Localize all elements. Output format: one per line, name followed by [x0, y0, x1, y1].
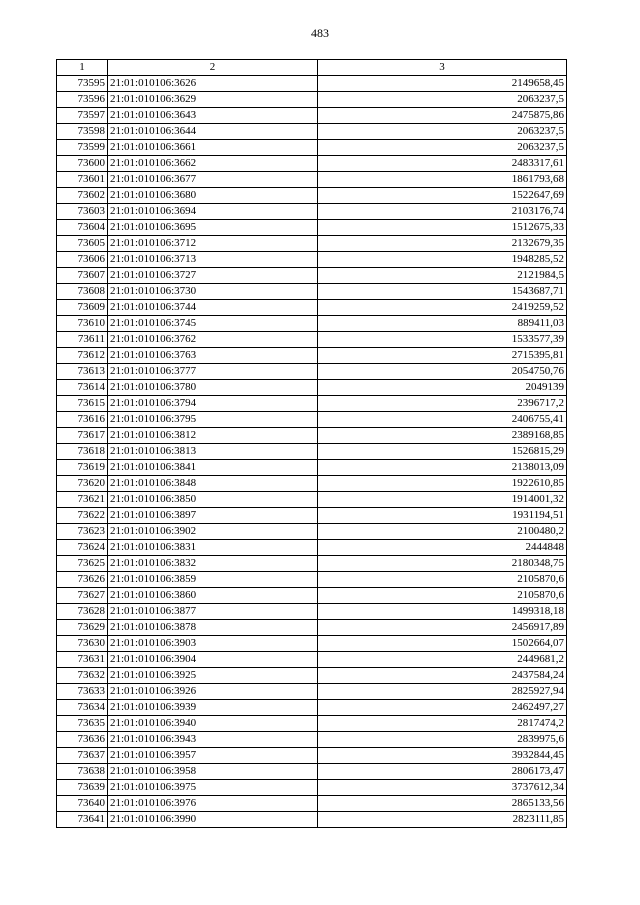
cadastral-number-cell: 21:01:010106:3897 [108, 508, 318, 524]
table-row [57, 652, 567, 668]
row-number-cell: 73621 [57, 492, 108, 508]
value-cell: 2823111,85 [318, 812, 567, 828]
column-header-3: 3 [318, 60, 567, 76]
value-cell: 889411,03 [318, 316, 567, 332]
table-row [57, 204, 567, 220]
value-cell: 2103176,74 [318, 204, 567, 220]
table-row [57, 412, 567, 428]
row-number-cell: 73613 [57, 364, 108, 380]
row-number-cell: 73597 [57, 108, 108, 124]
table-body [57, 76, 567, 828]
row-number-cell: 73606 [57, 252, 108, 268]
value-cell: 2100480,2 [318, 524, 567, 540]
cadastral-number-cell: 21:01:010106:3694 [108, 204, 318, 220]
table-row [57, 780, 567, 796]
value-cell: 1533577,39 [318, 332, 567, 348]
row-number-cell: 73638 [57, 764, 108, 780]
row-number-cell: 73616 [57, 412, 108, 428]
cadastral-number-cell: 21:01:010106:3713 [108, 252, 318, 268]
cadastral-number-cell: 21:01:010106:3813 [108, 444, 318, 460]
value-cell: 2806173,47 [318, 764, 567, 780]
value-cell: 2483317,61 [318, 156, 567, 172]
cadastral-number-cell: 21:01:010106:3744 [108, 300, 318, 316]
cadastral-number-cell: 21:01:010106:3926 [108, 684, 318, 700]
cadastral-number-cell: 21:01:010106:3680 [108, 188, 318, 204]
table-row [57, 188, 567, 204]
row-number-cell: 73623 [57, 524, 108, 540]
cadastral-number-cell: 21:01:010106:3904 [108, 652, 318, 668]
row-number-cell: 73632 [57, 668, 108, 684]
cadastral-number-cell: 21:01:010106:3712 [108, 236, 318, 252]
value-cell: 1499318,18 [318, 604, 567, 620]
row-number-cell: 73601 [57, 172, 108, 188]
row-number-cell: 73640 [57, 796, 108, 812]
table-row [57, 716, 567, 732]
value-cell: 2054750,76 [318, 364, 567, 380]
cadastral-number-cell: 21:01:010106:3777 [108, 364, 318, 380]
table-row [57, 284, 567, 300]
cadastral-number-cell: 21:01:010106:3762 [108, 332, 318, 348]
value-cell: 2825927,94 [318, 684, 567, 700]
table-row [57, 76, 567, 92]
cadastral-number-cell: 21:01:010106:3831 [108, 540, 318, 556]
value-cell: 1522647,69 [318, 188, 567, 204]
cadastral-number-cell: 21:01:010106:3780 [108, 380, 318, 396]
cadastral-number-cell: 21:01:010106:3832 [108, 556, 318, 572]
value-cell: 1543687,71 [318, 284, 567, 300]
value-cell: 2715395,81 [318, 348, 567, 364]
table-row [57, 556, 567, 572]
cadastral-number-cell: 21:01:010106:3975 [108, 780, 318, 796]
row-number-cell: 73595 [57, 76, 108, 92]
table-row [57, 684, 567, 700]
value-cell: 2180348,75 [318, 556, 567, 572]
row-number-cell: 73633 [57, 684, 108, 700]
table-row [57, 380, 567, 396]
table-row [57, 220, 567, 236]
table-row [57, 508, 567, 524]
value-cell: 2449681,2 [318, 652, 567, 668]
row-number-cell: 73602 [57, 188, 108, 204]
row-number-cell: 73634 [57, 700, 108, 716]
row-number-cell: 73610 [57, 316, 108, 332]
table-row [57, 396, 567, 412]
cadastral-number-cell: 21:01:010106:3812 [108, 428, 318, 444]
row-number-cell: 73625 [57, 556, 108, 572]
table-row [57, 252, 567, 268]
row-number-cell: 73635 [57, 716, 108, 732]
table-row [57, 604, 567, 620]
value-cell: 1526815,29 [318, 444, 567, 460]
row-number-cell: 73627 [57, 588, 108, 604]
cadastral-number-cell: 21:01:010106:3859 [108, 572, 318, 588]
table-row [57, 668, 567, 684]
row-number-cell: 73637 [57, 748, 108, 764]
table-row [57, 268, 567, 284]
column-header-1: 1 [57, 60, 108, 76]
value-cell: 2149658,45 [318, 76, 567, 92]
row-number-cell: 73618 [57, 444, 108, 460]
cadastral-number-cell: 21:01:010106:3848 [108, 476, 318, 492]
value-cell: 2389168,85 [318, 428, 567, 444]
value-cell: 2132679,35 [318, 236, 567, 252]
value-cell: 2839975,6 [318, 732, 567, 748]
row-number-cell: 73605 [57, 236, 108, 252]
cadastral-number-cell: 21:01:010106:3850 [108, 492, 318, 508]
table-row [57, 108, 567, 124]
row-number-cell: 73636 [57, 732, 108, 748]
row-number-cell: 73607 [57, 268, 108, 284]
row-number-cell: 73614 [57, 380, 108, 396]
table-row [57, 732, 567, 748]
table-row [57, 300, 567, 316]
cadastral-number-cell: 21:01:010106:3878 [108, 620, 318, 636]
value-cell: 1931194,51 [318, 508, 567, 524]
cadastral-number-cell: 21:01:010106:3629 [108, 92, 318, 108]
value-cell: 2462497,27 [318, 700, 567, 716]
table-row [57, 620, 567, 636]
table-row [57, 588, 567, 604]
value-cell: 1948285,52 [318, 252, 567, 268]
cadastral-number-cell: 21:01:010106:3730 [108, 284, 318, 300]
value-cell: 2865133,56 [318, 796, 567, 812]
table-row [57, 524, 567, 540]
table-row [57, 332, 567, 348]
cadastral-number-cell: 21:01:010106:3902 [108, 524, 318, 540]
table-row [57, 796, 567, 812]
table-row [57, 364, 567, 380]
column-header-2: 2 [108, 60, 318, 76]
value-cell: 2121984,5 [318, 268, 567, 284]
row-number-cell: 73609 [57, 300, 108, 316]
cadastral-number-cell: 21:01:010106:3794 [108, 396, 318, 412]
table-row [57, 348, 567, 364]
value-cell: 2049139 [318, 380, 567, 396]
table-row [57, 444, 567, 460]
cadastral-number-cell: 21:01:010106:3939 [108, 700, 318, 716]
cadastral-number-cell: 21:01:010106:3957 [108, 748, 318, 764]
value-cell: 2475875,86 [318, 108, 567, 124]
value-cell: 2437584,24 [318, 668, 567, 684]
table-row [57, 812, 567, 828]
cadastral-number-cell: 21:01:010106:3643 [108, 108, 318, 124]
row-number-cell: 73639 [57, 780, 108, 796]
row-number-cell: 73603 [57, 204, 108, 220]
cadastral-number-cell: 21:01:010106:3943 [108, 732, 318, 748]
value-cell: 2105870,6 [318, 572, 567, 588]
table-row [57, 92, 567, 108]
row-number-cell: 73611 [57, 332, 108, 348]
row-number-cell: 73612 [57, 348, 108, 364]
cadastral-number-cell: 21:01:010106:3662 [108, 156, 318, 172]
table-row [57, 316, 567, 332]
cadastral-number-cell: 21:01:010106:3958 [108, 764, 318, 780]
cadastral-number-cell: 21:01:010106:3877 [108, 604, 318, 620]
value-cell: 3737612,34 [318, 780, 567, 796]
value-cell: 2396717,2 [318, 396, 567, 412]
header-row [57, 60, 567, 76]
table-row [57, 172, 567, 188]
cadastral-number-cell: 21:01:010106:3745 [108, 316, 318, 332]
value-cell: 2063237,5 [318, 140, 567, 156]
value-cell: 1861793,68 [318, 172, 567, 188]
cadastral-number-cell: 21:01:010106:3795 [108, 412, 318, 428]
table-row [57, 748, 567, 764]
value-cell: 1914001,32 [318, 492, 567, 508]
cadastral-number-cell: 21:01:010106:3940 [108, 716, 318, 732]
registry-table [56, 59, 567, 828]
value-cell: 2063237,5 [318, 92, 567, 108]
table-row [57, 236, 567, 252]
cadastral-number-cell: 21:01:010106:3626 [108, 76, 318, 92]
cadastral-number-cell: 21:01:010106:3860 [108, 588, 318, 604]
cadastral-number-cell: 21:01:010106:3976 [108, 796, 318, 812]
table-row [57, 476, 567, 492]
row-number-cell: 73620 [57, 476, 108, 492]
table-row [57, 156, 567, 172]
cadastral-number-cell: 21:01:010106:3661 [108, 140, 318, 156]
row-number-cell: 73604 [57, 220, 108, 236]
value-cell: 2063237,5 [318, 124, 567, 140]
row-number-cell: 73596 [57, 92, 108, 108]
table-row [57, 572, 567, 588]
table-row [57, 636, 567, 652]
row-number-cell: 73631 [57, 652, 108, 668]
row-number-cell: 73598 [57, 124, 108, 140]
table-row [57, 540, 567, 556]
cadastral-number-cell: 21:01:010106:3990 [108, 812, 318, 828]
value-cell: 1502664,07 [318, 636, 567, 652]
row-number-cell: 73628 [57, 604, 108, 620]
table-row [57, 124, 567, 140]
cadastral-number-cell: 21:01:010106:3925 [108, 668, 318, 684]
table-row [57, 764, 567, 780]
value-cell: 1922610,85 [318, 476, 567, 492]
cadastral-number-cell: 21:01:010106:3841 [108, 460, 318, 476]
value-cell: 2456917,89 [318, 620, 567, 636]
row-number-cell: 73617 [57, 428, 108, 444]
row-number-cell: 73608 [57, 284, 108, 300]
cadastral-number-cell: 21:01:010106:3677 [108, 172, 318, 188]
value-cell: 2105870,6 [318, 588, 567, 604]
cadastral-number-cell: 21:01:010106:3644 [108, 124, 318, 140]
row-number-cell: 73599 [57, 140, 108, 156]
value-cell: 2406755,41 [318, 412, 567, 428]
table-row [57, 428, 567, 444]
table-row [57, 140, 567, 156]
value-cell: 1512675,33 [318, 220, 567, 236]
row-number-cell: 73600 [57, 156, 108, 172]
row-number-cell: 73641 [57, 812, 108, 828]
cadastral-number-cell: 21:01:010106:3695 [108, 220, 318, 236]
cadastral-number-cell: 21:01:010106:3727 [108, 268, 318, 284]
row-number-cell: 73630 [57, 636, 108, 652]
value-cell: 2138013,09 [318, 460, 567, 476]
row-number-cell: 73626 [57, 572, 108, 588]
cadastral-number-cell: 21:01:010106:3763 [108, 348, 318, 364]
row-number-cell: 73629 [57, 620, 108, 636]
row-number-cell: 73615 [57, 396, 108, 412]
value-cell: 2419259,52 [318, 300, 567, 316]
cadastral-number-cell: 21:01:010106:3903 [108, 636, 318, 652]
table-row [57, 492, 567, 508]
row-number-cell: 73622 [57, 508, 108, 524]
table-row [57, 460, 567, 476]
table-row [57, 700, 567, 716]
row-number-cell: 73624 [57, 540, 108, 556]
page-number: 483 [311, 26, 329, 40]
row-number-cell: 73619 [57, 460, 108, 476]
value-cell: 2444848 [318, 540, 567, 556]
value-cell: 2817474,2 [318, 716, 567, 732]
value-cell: 3932844,45 [318, 748, 567, 764]
